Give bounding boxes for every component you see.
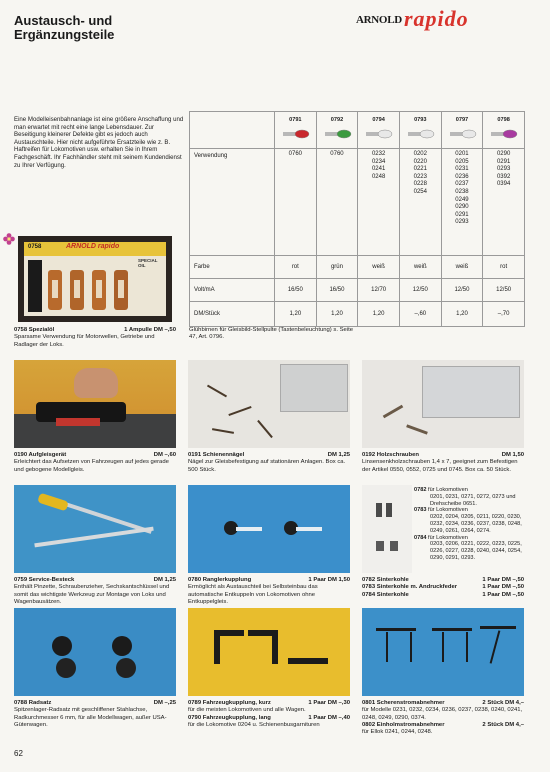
bulb-col-0794: 0794 (358, 112, 400, 149)
list-item: 0784 Sinterkohle 1 Paar DM –,50 (362, 591, 524, 598)
bulb-base (325, 132, 338, 136)
bulb-glass (295, 130, 309, 138)
stromabnehmer-caption: 0801 Scherenstromabnehmer 2 Stück DM 4,– für Modelle 0231, 0232, 0234, 0236, 0237, 0238, 0240, 0241, 0248, 0249, 0290, 0374. 0802 Einholmstromabnehmer 2 Stück DM 4,– für Ellok 0241, 0244, 0248. (362, 700, 524, 736)
service-besteck-caption: 0759 Service-Besteck DM 1,25 Enthält Pinzette, Schraubenzieher, Sechskantschlüssel und somit das wichtigste Werkzeug zur Montage von Loks und Wagenbausätzen. (14, 577, 176, 605)
package-sub: SPECIAL OIL (138, 258, 158, 268)
bulb-base (491, 132, 504, 136)
aufgleisgeraet-caption: 0190 Aufgleisgerät DM –,60 Erleichtert das Aufsetzen von Fahrzeugen auf jedes gerade und gebogene Modellgleis. (14, 452, 176, 473)
bulb-col-0798: 0798 (483, 112, 525, 149)
bulb-col-0793: 0793 (399, 112, 441, 149)
flower-icon (3, 233, 15, 245)
bulb-glass (462, 130, 476, 138)
bulb-glass (378, 130, 392, 138)
spezialoel-photo (18, 236, 172, 322)
bulb-col-0791: 0791 (275, 112, 317, 149)
bulb-glass (337, 130, 351, 138)
intro-text: Eine Modelleisenbahnanlage ist eine größere Anschaffung und man erwartet mit recht eine lange Lebensdauer. Zur Beseitigung kleinerer Defekte gibt es jedoch auch Austauschteile. Hier nicht aufgeführte Ersatzteile wie z. B. Haftreifen für Lokomotiven usw. erhalten Sie in Ihrem Fachgeschäft. Ihr Fachhändler steht mit seinem Kundendienst zu Ihrer Verfügung. (14, 116, 184, 169)
spezialoel-caption: 0758 Spezialöl 1 Ampulle DM –,50 Sparsame Verwendung für Motorwellen, Getriebe und Radlager der Loks. (14, 327, 176, 348)
bulb-base (366, 132, 379, 136)
page-title: Austausch- und Ergänzungsteile (14, 13, 115, 42)
bulb-base (283, 132, 296, 136)
bulb-glass (503, 130, 517, 138)
schienennaegel-caption: 0191 Schienennägel DM 1,25 Nägel zur Gleisbefestigung auf stationären Anlagen. Box ca. 500 Stück. (188, 452, 350, 473)
list-item: 0783 für Lokomotiven 0202, 0204, 0205, 0211, 0220, 0230, 0232, 0234, 0236, 0237, 0238, 0248, 0249, 0261, 0264, 0274. (414, 507, 522, 534)
ranglerkupplung-photo (188, 485, 350, 573)
package-brand: ARNOLD rapido (66, 243, 120, 250)
brand-logo (356, 6, 526, 32)
table-row: DM/Stück 1,20 1,20 1,20 –,60 1,20 –,70 (190, 302, 525, 327)
fahrzeugkupplung-photo (188, 608, 350, 696)
table-row: Volt/mA 16/50 16/50 12/70 12/50 12/50 12/50 (190, 279, 525, 302)
radsatz-photo (14, 608, 176, 696)
holzschrauben-caption: 0192 Holzschrauben DM 1,50 Linsensenkholzschrauben 1,4 x 7, geeignet zum Befestigen der Artikel 0550, 0552, 0725 und 0745. Box ca. 50 Stück. (362, 452, 524, 473)
holzschrauben-photo (362, 360, 524, 448)
bulb-spec-table (189, 111, 525, 327)
package-label: 0758 (28, 244, 42, 250)
table-row (190, 112, 525, 149)
sinterkohle-list (414, 487, 524, 562)
brand-rapido: rapido (404, 6, 469, 31)
schienennaegel-photo (188, 360, 350, 448)
fahrzeugkupplung-caption: 0789 Fahrzeugkupplung, kurz 1 Paar DM –,30 für die meisten Lokomotiven und alle Wagen. 0790 Fahrzeugkupplung, lang 1 Paar DM –,40 für die Lokomotive 0204 u. Schienenbusgarnituren (188, 700, 350, 728)
bulb-col-0797: 0797 (441, 112, 483, 149)
table-row: Verwendung 0760 0760 0232 0234 0241 0248 0202 0220 0221 0223 0228 0254 0201 0205 0231 0236 0237 0238 0249 0290 0291 0293 0290 0291 0293 0392 0394 (190, 149, 525, 256)
stromabnehmer-photo (362, 608, 524, 696)
bulb-base (408, 132, 421, 136)
list-item: 0782 für Lokomotiven 0201, 0231, 0271, 0272, 0273 und Drehscheibe 0651. (414, 487, 516, 507)
bulb-col-0792: 0792 (316, 112, 358, 149)
list-item: 0782 Sinterkohle 1 Paar DM –,50 (362, 577, 524, 583)
radsatz-caption: 0788 Radsatz DM –,25 Spitzenlager-Radsatz mit geschliffener Stahlachse, Radkurchmesser 6 mm, für alle Modellwagen, außer USA-Güterwagen. (14, 700, 176, 728)
bulb-icon (283, 129, 311, 139)
table-row: Farbe rot grün weiß weiß weiß rot (190, 256, 525, 279)
sinterkohle-photo (362, 485, 412, 573)
aufgleisgeraet-photo (14, 360, 176, 448)
page-number: 62 (14, 749, 23, 758)
bulb-icon (366, 129, 394, 139)
bulb-glass (420, 130, 434, 138)
sinterkohle-caption (362, 577, 524, 599)
brand-arnold: ARNOLD (356, 14, 402, 26)
service-besteck-photo (14, 485, 176, 573)
bulb-icon (408, 129, 436, 139)
table-footnote: Glühbirnen für Gleisbild-Stellpulte (Tastenbeleuchtung) s. Seite 47, Art. 0796. (189, 327, 354, 341)
list-item: 0784 für Lokomotiven 0203, 0206, 0221, 0222, 0223, 0225, 0226, 0227, 0228, 0240, 0244, 0254, 0290, 0291, 0293. (414, 534, 522, 561)
bulb-icon (491, 129, 519, 139)
bulb-icon (325, 129, 353, 139)
ranglerkupplung-caption: 0780 Ranglerkupplung 1 Paar DM 1,50 Ermöglicht als Austauschteil bei Selbsteinbau das automatische Entkuppeln von Lokomotiven ohne Entkuppelgleis. (188, 577, 350, 605)
bulb-base (450, 132, 463, 136)
bulb-icon (450, 129, 478, 139)
list-item: 0783 Sinterkohle m. Andruckfeder 1 Paar DM –,50 (362, 584, 524, 591)
